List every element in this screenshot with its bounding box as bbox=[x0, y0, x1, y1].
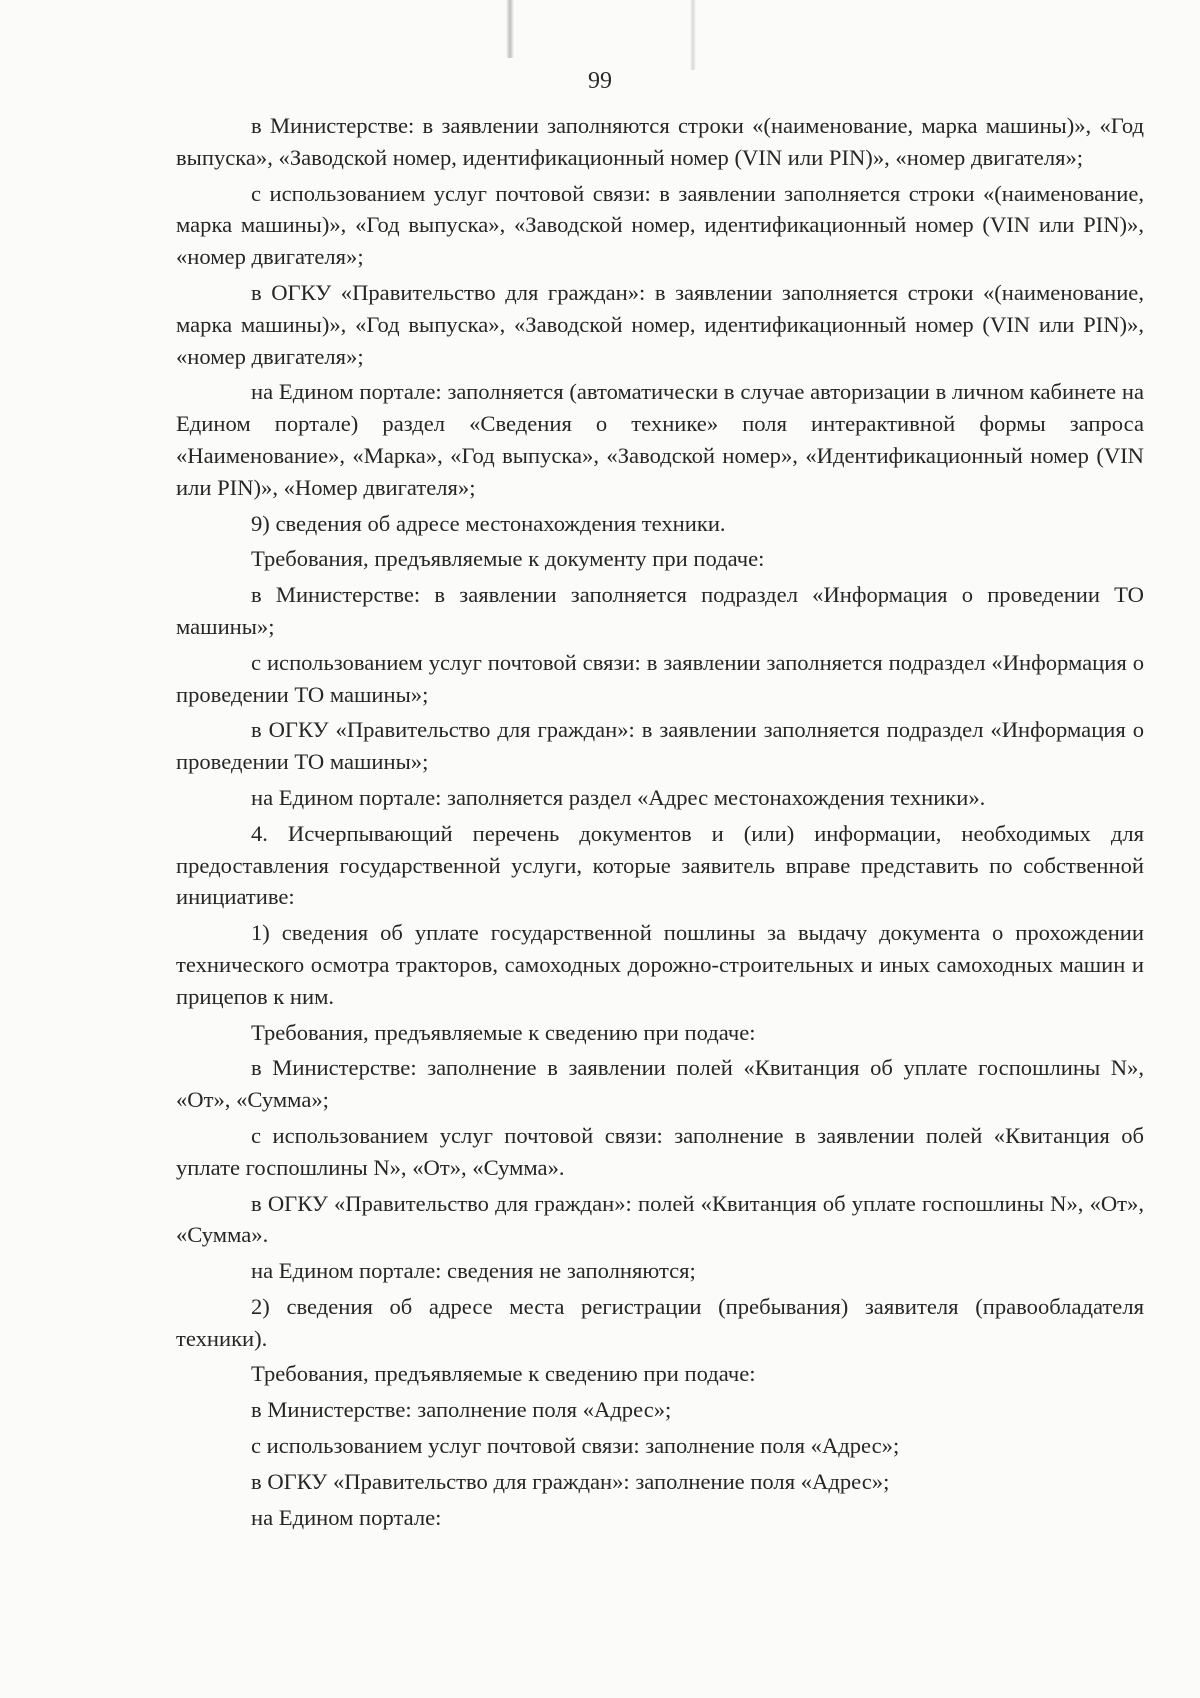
paragraph: с использованием услуг почтовой связи: заполнение в заявлении полей «Квитанция об уплате госпошлины N», «От», «Сумма». bbox=[176, 1122, 1144, 1180]
paragraph: на Едином портале: заполняется раздел «Адрес местонахождения техники». bbox=[251, 784, 986, 810]
paragraph: с использованием услуг почтовой связи: заполнение поля «Адрес»; bbox=[251, 1433, 900, 1459]
scan-fold-mark bbox=[506, 0, 514, 58]
paragraph: в ОГКУ «Правительство для граждан»: в заявлении заполняется подраздел «Информация о проведении ТО машины»; bbox=[176, 717, 1144, 775]
document-body bbox=[176, 110, 1144, 1537]
paragraph: с использованием услуг почтовой связи: в заявлении заполняется строки «(наименование, марка машины)», «Год выпуска», «Заводской номер, идентификационный номер (VIN или PIN)», «номер двигателя»; bbox=[176, 180, 1144, 270]
paragraph: в Министерстве: заполнение в заявлении полей «Квитанция об уплате госпошлины N», «От», «Сумма»; bbox=[176, 1055, 1144, 1113]
paragraph: Требования, предъявляемые к сведению при подаче: bbox=[251, 1361, 756, 1387]
paragraph: в ОГКУ «Правительство для граждан»: полей «Квитанция об уплате госпошлины N», «От», «Сумма». bbox=[176, 1190, 1144, 1248]
paragraph: в ОГКУ «Правительство для граждан»: заполнение поля «Адрес»; bbox=[251, 1468, 890, 1494]
paragraph: в Министерстве: в заявлении заполняются строки «(наименование, марка машины)», «Год выпуска», «Заводской номер, идентификационный номер (VIN или PIN)», «номер двигателя»; bbox=[176, 113, 1144, 170]
paragraph: 9) сведения об адресе местонахождения техники. bbox=[251, 510, 726, 536]
paragraph: в ОГКУ «Правительство для граждан»: в заявлении заполняется строки «(наименование, марка машины)», «Год выпуска», «Заводской номер, идентификационный номер (VIN или PIN)», «номер двигателя»; bbox=[176, 279, 1144, 369]
paragraph: на Едином портале: сведения не заполняются; bbox=[251, 1258, 696, 1284]
paragraph: 2) сведения об адресе места регистрации (пребывания) заявителя (правообладателя техники). bbox=[176, 1293, 1144, 1351]
paragraph: в Министерстве: в заявлении заполняется подраздел «Информация о проведении ТО машины»; bbox=[176, 582, 1144, 639]
paragraph: с использованием услуг почтовой связи: в заявлении заполняется подраздел «Информация о проведении ТО машины»; bbox=[176, 649, 1144, 707]
paragraph: Требования, предъявляемые к документу при подаче: bbox=[251, 546, 765, 572]
paragraph: на Едином портале: заполняется (автоматически в случае авторизации в личном кабинете на Едином портале) раздел «Сведения о технике» поля интерактивной формы запроса «Наименование», «Марка», «Год выпуска», «Заводской номер», «Идентификационный номер (VIN или PIN)», «Номер двигателя»; bbox=[176, 379, 1144, 500]
paragraph: на Едином портале: bbox=[251, 1504, 442, 1530]
page-number: 99 bbox=[588, 68, 612, 94]
paragraph: в Министерстве: заполнение поля «Адрес»; bbox=[251, 1397, 672, 1423]
paragraph: 4. Исчерпывающий перечень документов и (или) информации, необходимых для предоставления государственной услуги, которые заявитель вправе представить по собственной инициативе: bbox=[176, 820, 1144, 910]
paragraph: Требования, предъявляемые к сведению при подаче: bbox=[251, 1019, 756, 1045]
scan-fold-mark bbox=[690, 0, 696, 70]
paragraph: 1) сведения об уплате государственной пошлины за выдачу документа о прохождении технического осмотра тракторов, самоходных дорожно-строительных и иных самоходных машин и прицепов к ним. bbox=[176, 920, 1144, 1009]
